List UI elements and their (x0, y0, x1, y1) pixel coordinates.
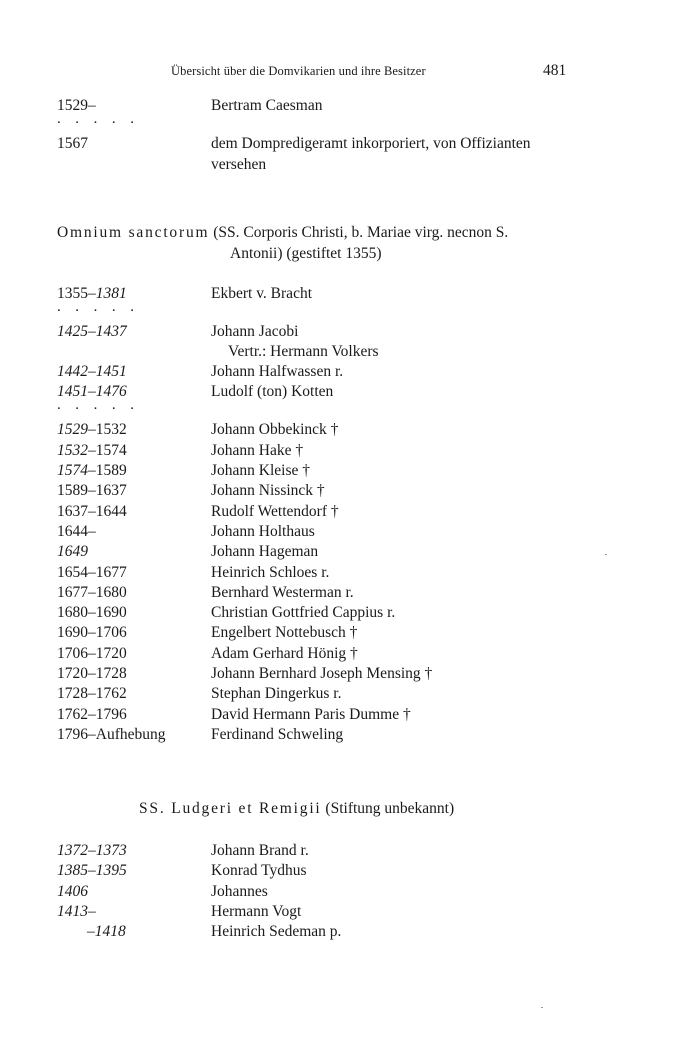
entry-date: 1425–1437 (57, 323, 127, 341)
list-item (0, 461, 700, 481)
entry-name-continuation: versehen (211, 155, 267, 173)
entry-name: Johann Holthaus (211, 522, 315, 540)
entry-date: 1706–1720 (57, 644, 127, 662)
entry-name: Johann Hake † (211, 441, 304, 459)
list-item (0, 705, 700, 725)
entry-date: 1589–1637 (57, 482, 127, 500)
list-item-continuation (0, 155, 700, 175)
entry-name: Rudolf Wettendorf † (211, 502, 339, 520)
entry-name: Ludolf (ton) Kotten (211, 383, 334, 401)
list-item (0, 861, 700, 881)
section-heading-ludgeri (139, 798, 454, 819)
entry-date: 1413– (57, 902, 96, 920)
list-item-substitute (0, 342, 700, 362)
entry-date: 1529–1532 (57, 421, 127, 439)
list-item (0, 664, 700, 684)
list-item (0, 522, 700, 542)
ellipsis-row (0, 111, 700, 131)
list-item (0, 684, 700, 704)
list-item (0, 542, 700, 562)
section-title: SS. Ludgeri et Remigii (139, 800, 322, 817)
section-title: Omnium sanctorum (57, 224, 210, 241)
entry-name: Johann Obbekinck † (211, 421, 339, 439)
entry-name: Engelbert Nottebusch † (211, 624, 358, 642)
list-item (0, 563, 700, 583)
entry-name: Johann Nissinck † (211, 482, 325, 500)
ellipsis-dots: . . . . . (57, 111, 140, 128)
entry-date: 1637–1644 (57, 502, 127, 520)
entry-name: Johann Kleise † (211, 462, 311, 480)
scan-speck (541, 1007, 543, 1008)
list-item (0, 902, 700, 922)
list-item (0, 725, 700, 745)
entry-date: 1728–1762 (57, 685, 127, 703)
entry-date: 1442–1451 (57, 362, 127, 380)
entry-date: 1644– (57, 522, 96, 540)
list-item (0, 362, 700, 382)
running-header (0, 62, 700, 82)
entry-date: 1532–1574 (57, 441, 127, 459)
entry-date: 1720–1728 (57, 665, 127, 683)
list-item (0, 481, 700, 501)
entry-date: 1451–1476 (57, 383, 127, 401)
entry-date: 1654–1677 (57, 563, 127, 581)
list-item (0, 644, 700, 664)
entry-name: Christian Gottfried Cappius r. (211, 604, 396, 622)
entry-name: Konrad Tydhus (211, 862, 307, 880)
entry-name: Ferdinand Schweling (211, 725, 344, 743)
entry-date: 1677–1680 (57, 583, 127, 601)
section-subtitle: (SS. Corporis Christi, b. Mariae virg. necnon S. (209, 224, 509, 241)
list-item (0, 441, 700, 461)
entry-name: David Hermann Paris Dumme † (211, 705, 411, 723)
entry-date: 1567 (57, 135, 88, 153)
omnium-entries (0, 284, 700, 743)
ellipsis-dots: . . . . . (57, 299, 140, 316)
list-item (0, 623, 700, 643)
list-item (0, 583, 700, 603)
entry-date: 1574–1589 (57, 462, 127, 480)
entry-date: 1649 (57, 543, 88, 561)
entry-name: Johann Bernhard Joseph Mensing † (211, 665, 433, 683)
list-item (0, 922, 700, 942)
entry-name: Hermann Vogt (211, 902, 302, 920)
list-item (0, 603, 700, 623)
entry-name: Johann Jacobi (211, 323, 299, 341)
section-subtitle-cont: Antonii) (gestiftet 1355) (230, 245, 382, 262)
ludgeri-entries (0, 841, 700, 942)
entry-date: 1680–1690 (57, 604, 127, 622)
list-item (0, 420, 700, 440)
entry-date: 1406 (57, 882, 88, 900)
entry-name: Johann Brand r. (211, 842, 309, 859)
entry-name: Heinrich Schloes r. (211, 563, 330, 581)
entry-name: Heinrich Sedeman p. (211, 923, 342, 941)
list-item (0, 882, 700, 902)
entry-name: Ekbert v. Bracht (211, 285, 312, 302)
entry-date: 1690–1706 (57, 624, 127, 642)
list-item (0, 134, 700, 154)
ellipsis-dots: . . . . . (57, 397, 140, 414)
entry-name: Johann Hageman (211, 543, 319, 561)
section-subtitle: (Stiftung unbekannt) (321, 800, 455, 817)
entry-name: Johannes (211, 882, 268, 900)
section-heading-omnium-line2 (230, 243, 382, 264)
page-number: 481 (543, 62, 567, 79)
entry-date: 1355–1381 (57, 285, 127, 302)
list-item (0, 502, 700, 522)
entry-name: Bernhard Westerman r. (211, 583, 354, 601)
entry-name: Johann Halfwassen r. (211, 362, 344, 380)
list-item (0, 322, 700, 342)
scan-speck (605, 554, 607, 555)
top-entries (0, 96, 700, 172)
entry-name: dem Dompredigeramt inkorporiert, von Offizianten (211, 135, 531, 153)
entry-name: Bertram Caesman (211, 97, 323, 114)
entry-substitute: Vertr.: Hermann Volkers (228, 342, 379, 360)
running-header-title: Übersicht über die Domvikarien und ihre Besitzer (171, 64, 426, 78)
entry-date: 1372–1373 (57, 842, 127, 859)
entry-date: –1418 (87, 923, 126, 941)
ellipsis-row (0, 397, 700, 417)
entry-name: Adam Gerhard Hönig † (211, 644, 358, 662)
entry-date: 1529– (57, 97, 96, 114)
entry-name: Stephan Dingerkus r. (211, 685, 342, 703)
entry-date: 1762–1796 (57, 705, 127, 723)
section-heading-omnium (57, 222, 508, 243)
list-item (0, 841, 700, 861)
ellipsis-row (0, 299, 700, 319)
entry-date: 1385–1395 (57, 862, 127, 880)
entry-date: 1796–Aufhebung (57, 725, 166, 743)
